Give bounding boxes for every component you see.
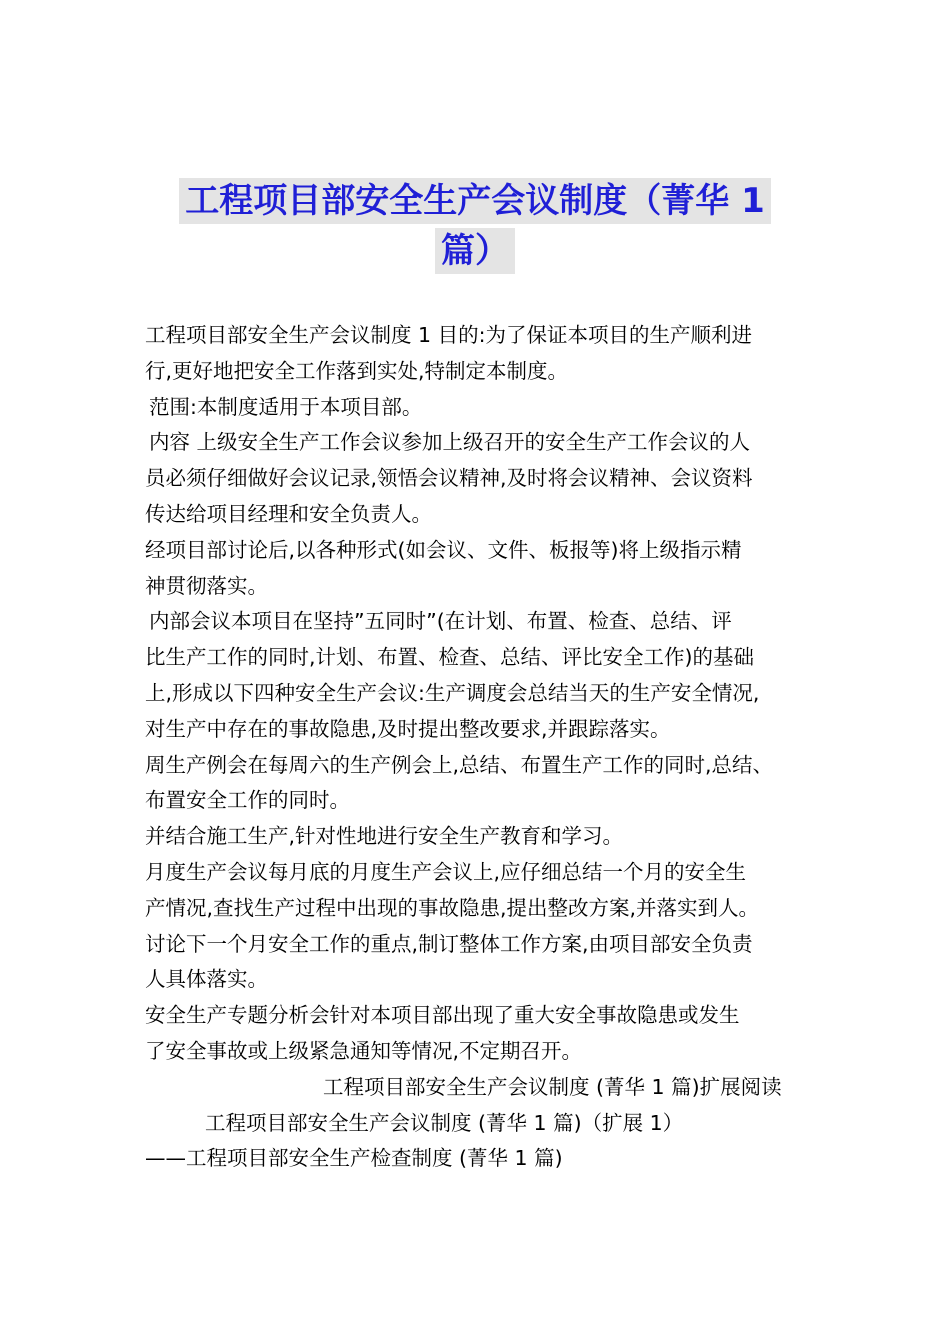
title-line-1: 工程项目部安全生产会议制度（菁华 1: [179, 178, 771, 224]
body-line: 了安全事故或上级紧急通知等情况,不定期召开。: [145, 1038, 583, 1063]
body-line: 周生产例会在每周六的生产例会上,总结、布置生产工作的同时,总结、: [145, 752, 774, 777]
body-line: 神贯彻落实。: [145, 573, 268, 598]
body-line: 人具体落实。: [145, 967, 268, 992]
extended-reading-item-2: ——工程项目部安全生产检查制度 (菁华 1 篇): [145, 1146, 563, 1171]
body-line: 内部会议本项目在坚持”五同时”(在计划、布置、检查、总结、评: [149, 609, 732, 634]
body-line: 员必须仔细做好会议记录,领悟会议精神,及时将会议精神、会议资料: [145, 466, 753, 491]
body-line: 并结合施工生产,针对性地进行安全生产教育和学习。: [145, 824, 624, 849]
body-line: 行,更好地把安全工作落到实处,特制定本制度。: [145, 358, 569, 383]
document-title: [150, 178, 800, 274]
body-line: 布置安全工作的同时。: [145, 788, 350, 813]
extended-reading-item-1: 工程项目部安全生产会议制度 (菁华 1 篇)（扩展 1）: [205, 1110, 684, 1135]
body-line: 安全生产专题分析会针对本项目部出现了重大安全事故隐患或发生: [145, 1003, 740, 1028]
body-line: 讨论下一个月安全工作的重点,制订整体工作方案,由项目部安全负责: [145, 931, 753, 956]
body-line: 范围:本制度适用于本项目部。: [149, 394, 423, 419]
body-line: 比生产工作的同时,计划、布置、检查、总结、评比安全工作)的基础: [145, 645, 755, 670]
body-line: 内容 上级安全生产工作会议参加上级召开的安全生产工作会议的人: [149, 430, 751, 455]
body-line: 产情况,查找生产过程中出现的事故隐患,提出整改方案,并落实到人。: [145, 895, 760, 920]
document-body: [145, 318, 835, 1177]
body-line: 工程项目部安全生产会议制度 1 目的:为了保证本项目的生产顺利进: [145, 323, 752, 347]
body-line: 上,形成以下四种安全生产会议:生产调度会总结当天的生产安全情况,: [145, 680, 760, 705]
body-line: 月度生产会议每月底的月度生产会议上,应仔细总结一个月的安全生: [145, 859, 747, 884]
extended-reading-heading: 工程项目部安全生产会议制度 (菁华 1 篇)扩展阅读: [323, 1074, 782, 1099]
body-line: 传达给项目经理和安全负责人。: [145, 501, 432, 526]
body-line: 对生产中存在的事故隐患,及时提出整改要求,并跟踪落实。: [145, 716, 671, 741]
body-line: 经项目部讨论后,以各种形式(如会议、文件、板报等)将上级指示精: [145, 537, 742, 562]
title-line-2: 篇）: [435, 228, 515, 274]
